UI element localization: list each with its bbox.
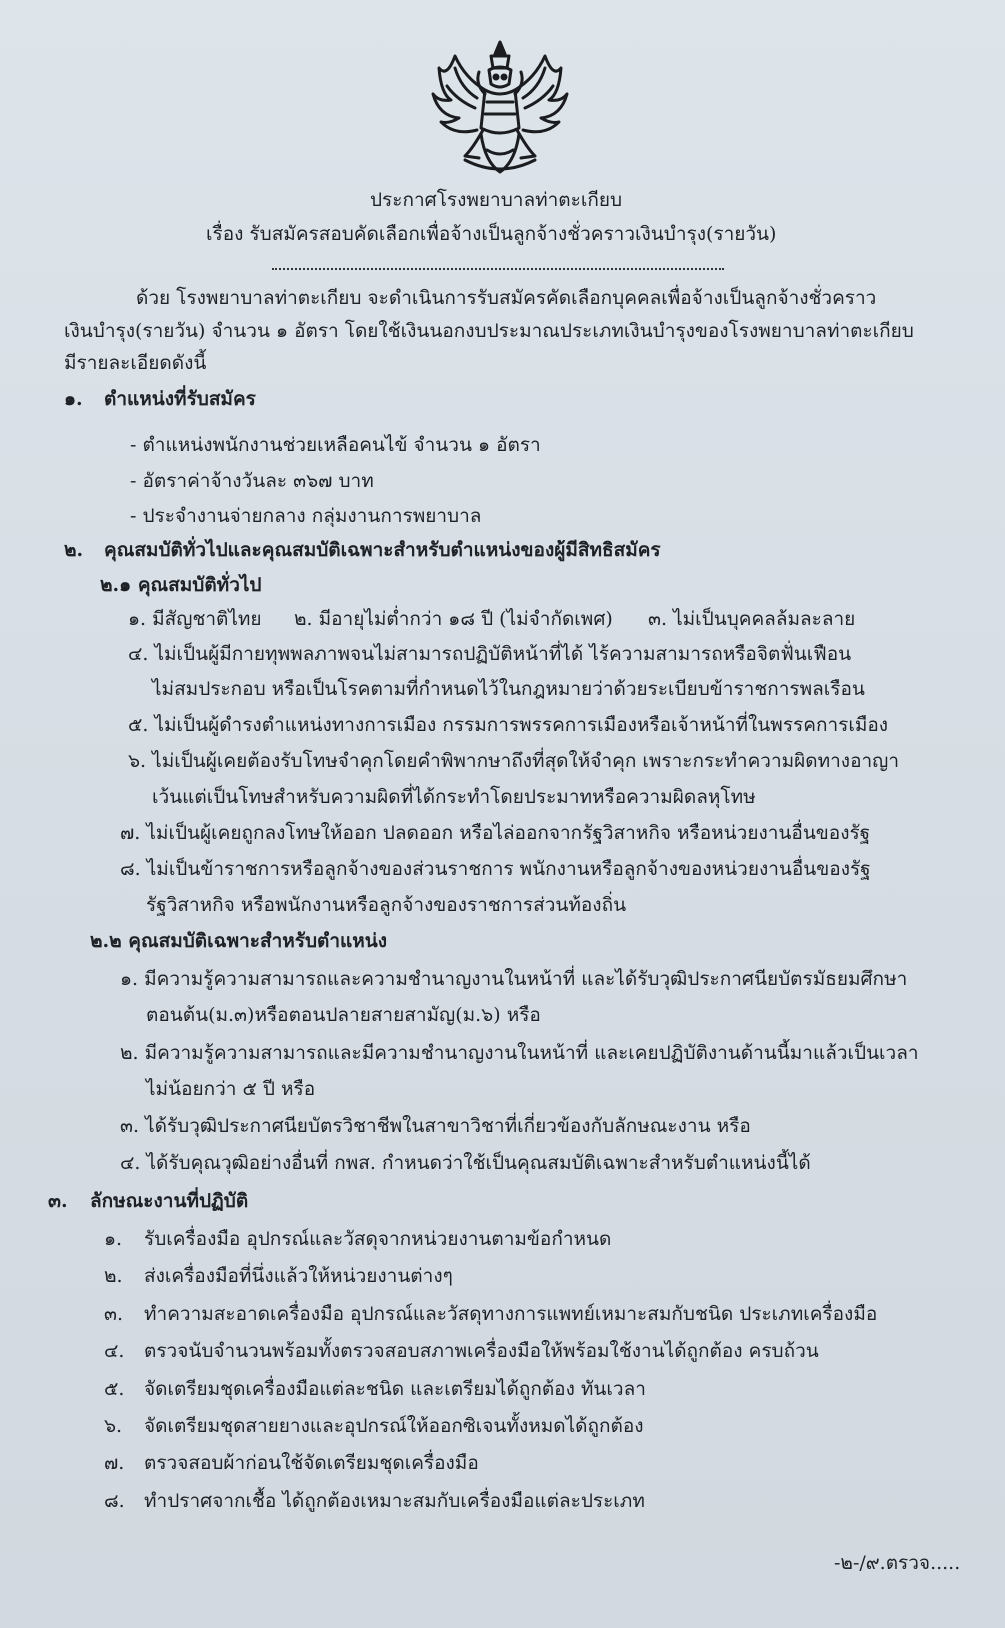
specific-qualification: ๑. มีความรู้ความสามารถและความชำนาญงานในหน้าที่ และได้รับวุฒิประกาศนียบัตรมัธยมศึกษา [120, 968, 908, 990]
specific-qualification-cont: ตอนต้น(ม.๓)หรือตอนปลายสายสามัญ(ม.๖) หรือ [146, 1004, 541, 1026]
announcement-subject: เรื่อง รับสมัครสอบคัดเลือกเพื่อจ้างเป็นลูกจ้างชั่วคราวเงินบำรุง(รายวัน) [206, 223, 777, 245]
specific-qualification: ๓. ได้รับวุฒิประกาศนียบัตรวิชาชีพในสาขาวิชาที่เกี่ยวข้องกับลักษณะงาน หรือ [120, 1115, 751, 1137]
duty-item: รับเครื่องมือ อุปกรณ์และวัสดุจากหน่วยงานตามข้อกำหนด [144, 1228, 612, 1250]
qualification-item: ๑. มีสัญชาติไทย [128, 608, 262, 630]
qualification-item-cont: เว้นแต่เป็นโทษสำหรับความผิดที่ได้กระทำโดยประมาทหรือความผิดลหุโทษ [152, 786, 756, 808]
duty-number: ๖. [104, 1415, 123, 1437]
intro-line-1: ด้วย โรงพยาบาลท่าตะเกียบ จะดำเนินการรับสมัครคัดเลือกบุคคลเพื่อจ้างเป็นลูกจ้างชั่วคราว [136, 287, 877, 309]
duty-item: ตรวจสอบผ้าก่อนใช้จัดเตรียมชุดเครื่องมือ [144, 1452, 479, 1474]
duty-number: ๓. [104, 1303, 124, 1325]
qualification-item: ๗. ไม่เป็นผู้เคยถูกลงโทษให้ออก ปลดออก หรือไล่ออกจากรัฐวิสาหกิจ หรือหน่วยงานอื่นของรัฐ [120, 822, 871, 844]
qualification-item: ๔. ไม่เป็นผู้มีกายทุพพลภาพจนไม่สามารถปฏิบัติหน้าที่ได้ ไร้ความสามารถหรือจิตฟั่นเฟือน [128, 643, 852, 665]
qualification-item: ๖. ไม่เป็นผู้เคยต้องรับโทษจำคุกโดยคำพิพากษาถึงที่สุดให้จำคุก เพราะกระทำความผิดทางอาญา [128, 750, 900, 772]
qualification-item: ๓. ไม่เป็นบุคคลล้มละลาย [648, 608, 856, 630]
section1-item: - ตำแหน่งพนักงานช่วยเหลือคนไข้ จำนวน ๑ อัตรา [130, 434, 541, 456]
duty-number: ๔. [104, 1340, 125, 1362]
section3-number: ๓. [48, 1190, 68, 1212]
section1-item: - อัตราค่าจ้างวันละ ๓๖๗ บาท [130, 470, 374, 492]
duty-item: จัดเตรียมชุดเครื่องมือแต่ละชนิด และเตรียมได้ถูกต้อง ทันเวลา [144, 1378, 646, 1400]
duty-number: ๘. [104, 1490, 125, 1512]
section3-title: ลักษณะงานที่ปฏิบัติ [90, 1190, 249, 1212]
qualification-item: ๘. ไม่เป็นข้าราชการหรือลูกจ้างของส่วนราชการ พนักงานหรือลูกจ้างของหน่วยงานอื่นของรัฐ [120, 858, 871, 880]
duty-item: ทำปราศจากเชื้อ ได้ถูกต้องเหมาะสมกับเครื่องมือแต่ละประเภท [144, 1490, 645, 1512]
qualification-item: ๒. มีอายุไม่ต่ำกว่า ๑๘ ปี (ไม่จำกัดเพศ) [294, 608, 613, 630]
specific-qualification-cont: ไม่น้อยกว่า ๕ ปี หรือ [146, 1078, 316, 1100]
announcement-title: ประกาศโรงพยาบาลท่าตะเกียบ [370, 189, 623, 211]
qualification-item-cont: รัฐวิสาหกิจ หรือพนักงานหรือลูกจ้างของราชการส่วนท้องถิ่น [146, 894, 627, 916]
subsection-2-2-title: ๒.๒ คุณสมบัติเฉพาะสำหรับตำแหน่ง [90, 930, 388, 952]
next-page-marker: -๒-/๙.ตรวจ..... [834, 1552, 961, 1574]
duty-item: จัดเตรียมชุดสายยางและอุปกรณ์ให้ออกซิเจนทั้งหมดได้ถูกต้อง [144, 1415, 644, 1437]
qualification-item-cont: ไม่สมประกอบ หรือเป็นโรคตามที่กำหนดไว้ในกฎหมายว่าด้วยระเบียบข้าราชการพลเรือน [152, 678, 865, 700]
section1-title: ตำแหน่งที่รับสมัคร [104, 388, 256, 410]
title-divider [272, 268, 724, 270]
intro-line-3: มีรายละเอียดดังนี้ [64, 352, 207, 374]
duty-item: ตรวจนับจำนวนพร้อมทั้งตรวจสอบสภาพเครื่องมือให้พร้อมใช้งานได้ถูกต้อง ครบถ้วน [144, 1340, 819, 1362]
duty-number: ๑. [104, 1228, 123, 1250]
section1-number: ๑. [64, 388, 83, 410]
section2-number: ๒. [64, 539, 84, 561]
section2-title: คุณสมบัติทั่วไปและคุณสมบัติเฉพาะสำหรับตำแหน่งของผู้มีสิทธิสมัคร [104, 539, 661, 561]
duty-item: ทำความสะอาดเครื่องมือ อุปกรณ์และวัสดุทางการแพทย์เหมาะสมกับชนิด ประเภทเครื่องมือ [144, 1303, 878, 1325]
subsection-2-1-title: ๒.๑ คุณสมบัติทั่วไป [100, 574, 262, 596]
specific-qualification: ๔. ได้รับคุณวุฒิอย่างอื่นที่ กพส. กำหนดว่าใช้เป็นคุณสมบัติเฉพาะสำหรับตำแหน่งนี้ได้ [120, 1152, 811, 1174]
qualification-item: ๕. ไม่เป็นผู้ดำรงตำแหน่งทางการเมือง กรรมการพรรคการเมืองหรือเจ้าหน้าที่ในพรรคการเมือง [128, 714, 889, 736]
intro-line-2: เงินบำรุง(รายวัน) จำนวน ๑ อัตรา โดยใช้เงินนอกงบประมาณประเภทเงินบำรุงของโรงพยาบาลท่าตะเกียบ [64, 320, 914, 342]
duty-number: ๒. [104, 1265, 123, 1287]
section1-item: - ประจำงานจ่ายกลาง กลุ่มงานการพยาบาล [130, 505, 482, 527]
garuda-emblem-icon [425, 38, 575, 188]
duty-item: ส่งเครื่องมือที่นึ่งแล้วให้หน่วยงานต่างๆ [144, 1265, 453, 1287]
duty-number: ๕. [104, 1378, 125, 1400]
specific-qualification: ๒. มีความรู้ความสามารถและมีความชำนาญงานในหน้าที่ และเคยปฏิบัติงานด้านนี้มาแล้วเป็นเวลา [120, 1042, 919, 1064]
duty-number: ๗. [104, 1452, 125, 1474]
